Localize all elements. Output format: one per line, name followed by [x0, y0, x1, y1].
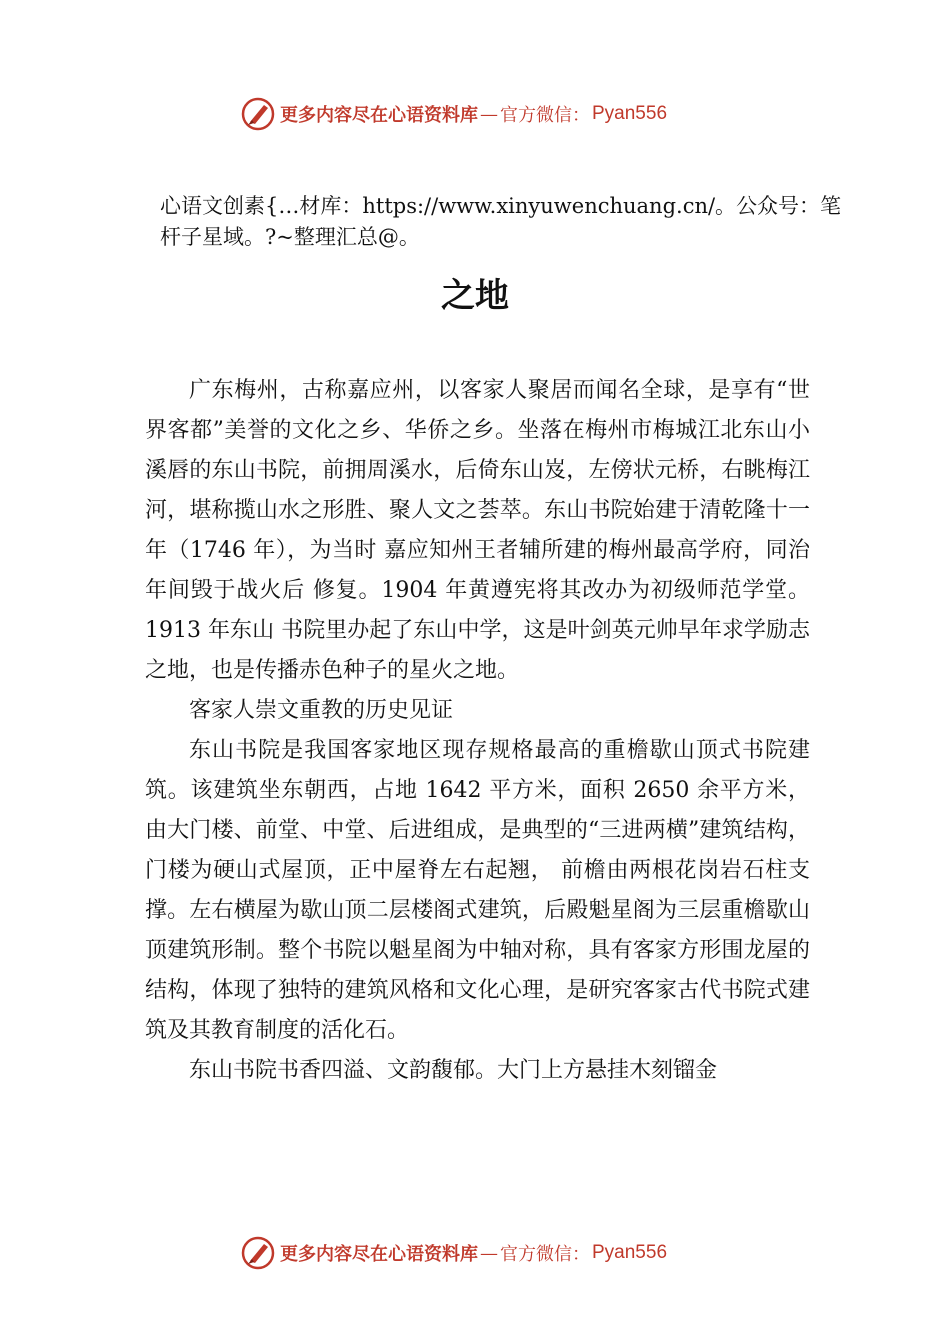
banner-wechat-label: 官方微信： — [500, 105, 590, 126]
footer-banner — [240, 1233, 667, 1273]
paragraph: 东山书院书香四溢、文韵馥郁。大门上方悬挂木刻镏金 — [189, 1058, 718, 1083]
banner-separator: — — [480, 1242, 498, 1264]
page-title: 之地 — [441, 276, 509, 316]
banner-text: 更多内容尽在心语资料库 — [280, 105, 478, 126]
banner-wechat-label: 官方微信： — [500, 1244, 590, 1265]
pen-nib-seal-icon — [240, 1235, 276, 1271]
header-banner — [240, 94, 667, 134]
paragraph: 东山书院是我国客家地区现存规格最高的重檐歇山顶式书院建筑。该建筑坐东朝西，占地 1642 平方米，面积 2650 余平方米，由大门楼、前堂、中堂、后进组成，是典型的“三进两横”建筑结构，门楼为硬山式屋顶，正中屋脊左右起翘， 前檐由两根花岗岩石柱支撑。左右横屋为歇山顶二层楼阁式建筑，后殿魁星阁为三层重檐歇山顶建筑形制。整个书院以魁星阁为中轴对称，具有客家方形围龙屋的结构，体现了独特的建筑风格和文化心理，是研究客家古代书院式建筑及其教育制度的活化石。 — [145, 738, 810, 1043]
paragraph: 广东梅州，古称嘉应州，以客家人聚居而闻名全球，是享有“世界客都”美誉的文化之乡、华侨之乡。坐落在梅州市梅城江北东山小溪唇的东山书院，前拥周溪水，后倚东山岌，左傍状元桥，右眺梅江河，堪称揽山水之形胜、聚人文之荟萃。东山书院始建于清乾隆十一年（1746 年），为当时 嘉应知州王者辅所建的梅州最高学府，同治年间毁于战火后 修复。1904 年黄遵宪将其改办为初级师范学堂。1913 年东山 书院里办起了东山中学，这是叶剑英元帅早年求学励志之地，也是传播赤色种子的星火之地。 — [145, 378, 810, 683]
pen-nib-seal-icon — [240, 96, 276, 132]
banner-text: 更多内容尽在心语资料库 — [280, 1244, 478, 1265]
article-body — [145, 371, 810, 1091]
banner-separator: — — [480, 103, 498, 125]
banner-wechat-id: Pyan556 — [592, 103, 668, 124]
section-heading: 客家人崇文重教的历史见证 — [189, 698, 454, 723]
source-note: 心语文创素{…材库：https://www.xinyuwenchuang.cn/。公众号：笔杆子星域。?~整理汇总@。 — [160, 194, 842, 249]
banner-wechat-id: Pyan556 — [592, 1242, 668, 1263]
